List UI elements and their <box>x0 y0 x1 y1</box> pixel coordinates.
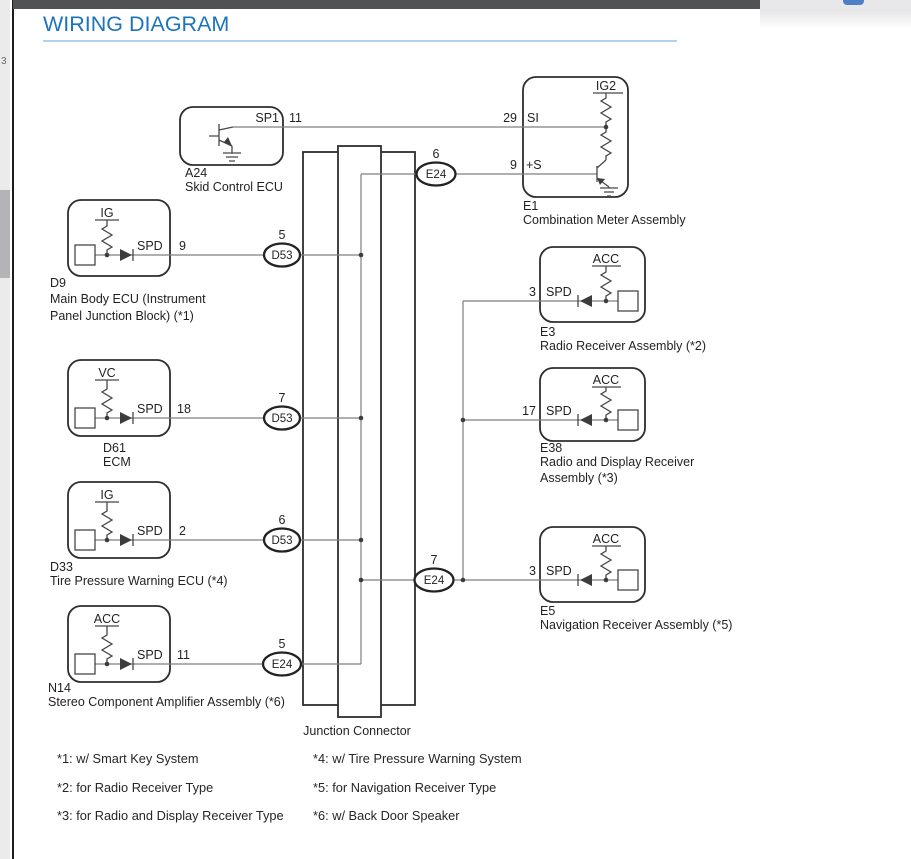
e1-pin1-label: SI <box>527 111 539 125</box>
d53-7-label: D53 <box>271 413 293 425</box>
d53-6-label: D53 <box>271 535 293 547</box>
e38-signal-label: SPD <box>546 404 572 418</box>
page-title: WIRING DIAGRAM <box>43 12 230 36</box>
e1-pin2-no: 9 <box>510 158 517 172</box>
d53-6-pin-no: 6 <box>278 513 286 527</box>
e38-name-l1: Radio and Display Receiver <box>540 455 695 469</box>
e3-code: E3 <box>540 325 556 339</box>
d61-box <box>68 360 170 436</box>
junction-connector-label: Junction Connector <box>303 724 411 738</box>
d33-signal-label: SPD <box>137 524 163 538</box>
a24-name: Skid Control ECU <box>185 180 283 194</box>
e24-5-pin-no: 5 <box>278 637 286 651</box>
page-left-border <box>12 0 14 859</box>
d33-name-l1: Tire Pressure Warning ECU (*4) <box>50 574 228 588</box>
n14-signal-label: SPD <box>137 648 163 662</box>
n14-power-label: ACC <box>93 612 121 626</box>
d9-pin-no: 9 <box>179 239 186 253</box>
e1-box <box>523 77 628 197</box>
d33-pin-no: 2 <box>179 524 186 538</box>
a24-pin-label: SP1 <box>255 111 279 125</box>
d9-name-l2: Panel Junction Block) (*1) <box>50 309 194 323</box>
e5-code: E5 <box>540 604 556 618</box>
a24-code: A24 <box>185 166 208 180</box>
e38-code: E38 <box>540 441 563 455</box>
e5-signal-label: SPD <box>546 564 572 578</box>
d33-power-label: IG <box>100 488 114 502</box>
d9-power-label: IG <box>100 206 114 220</box>
e5-pin-no: 3 <box>529 564 536 578</box>
footnote-6: *6: w/ Back Door Speaker <box>313 808 460 823</box>
e1-pin2-label: +S <box>526 158 542 172</box>
top-bar-light <box>760 0 911 9</box>
d61-pin-no: 18 <box>177 402 191 416</box>
e24-6-pin-no: 6 <box>432 147 440 161</box>
title-underline <box>43 40 677 42</box>
footnote-5: *5: for Navigation Receiver Type <box>313 780 497 795</box>
e1-power-label: IG2 <box>595 79 617 93</box>
d61-signal-label: SPD <box>137 402 163 416</box>
e24-7-pin-no: 7 <box>430 553 438 567</box>
d53-5-pin-no: 5 <box>278 228 286 242</box>
d9-signal-label: SPD <box>137 239 163 253</box>
e3-signal-label: SPD <box>546 285 572 299</box>
e1-code: E1 <box>523 199 539 213</box>
n14-pin-no: 11 <box>177 648 190 662</box>
d33-code: D33 <box>50 560 73 574</box>
d9-name-l1: Main Body ECU (Instrument <box>50 292 206 306</box>
scroll-indicator-pill[interactable] <box>843 0 864 5</box>
d61-name-l1: ECM <box>103 455 131 469</box>
e38-name-l2: Assembly (*3) <box>540 471 618 485</box>
e24-5-label: E24 <box>271 659 293 671</box>
e1-name: Combination Meter Assembly <box>523 213 686 227</box>
junction-connector <box>303 146 415 717</box>
clipped-text-fragment: 3 <box>1 56 7 67</box>
left-scrollbar-thumb[interactable] <box>0 190 10 278</box>
e3-power-label: ACC <box>592 252 620 266</box>
e38-power-label: ACC <box>592 373 620 387</box>
n14-code: N14 <box>48 681 71 695</box>
a24-pin-no: 11 <box>289 111 302 125</box>
left-scrollbar-track <box>0 0 10 859</box>
d61-code: D61 <box>103 441 126 455</box>
e24-7-label: E24 <box>423 575 445 587</box>
d33-box <box>68 482 170 558</box>
e5-power-label: ACC <box>592 532 620 546</box>
d53-7-pin-no: 7 <box>278 391 286 405</box>
top-bar-dark <box>13 0 760 9</box>
d53-5-label: D53 <box>271 250 293 262</box>
footnote-1: *1: w/ Smart Key System <box>57 751 199 766</box>
e38-pin-no: 17 <box>522 404 536 418</box>
e3-pin-no: 3 <box>529 285 536 299</box>
footnote-4: *4: w/ Tire Pressure Warning System <box>313 751 522 766</box>
e3-name-l1: Radio Receiver Assembly (*2) <box>540 339 707 353</box>
top-bar-fade <box>760 9 911 29</box>
n14-name-l1: Stereo Component Amplifier Assembly (*6) <box>48 695 285 709</box>
e24-6-label: E24 <box>425 169 447 181</box>
e1-pin1-no: 29 <box>503 111 517 125</box>
footnote-2: *2: for Radio Receiver Type <box>57 780 214 795</box>
footnote-3: *3: for Radio and Display Receiver Type <box>57 808 284 823</box>
d61-power-label: VC <box>98 366 116 380</box>
d9-code: D9 <box>50 276 66 290</box>
e5-name-l1: Navigation Receiver Assembly (*5) <box>540 618 733 632</box>
